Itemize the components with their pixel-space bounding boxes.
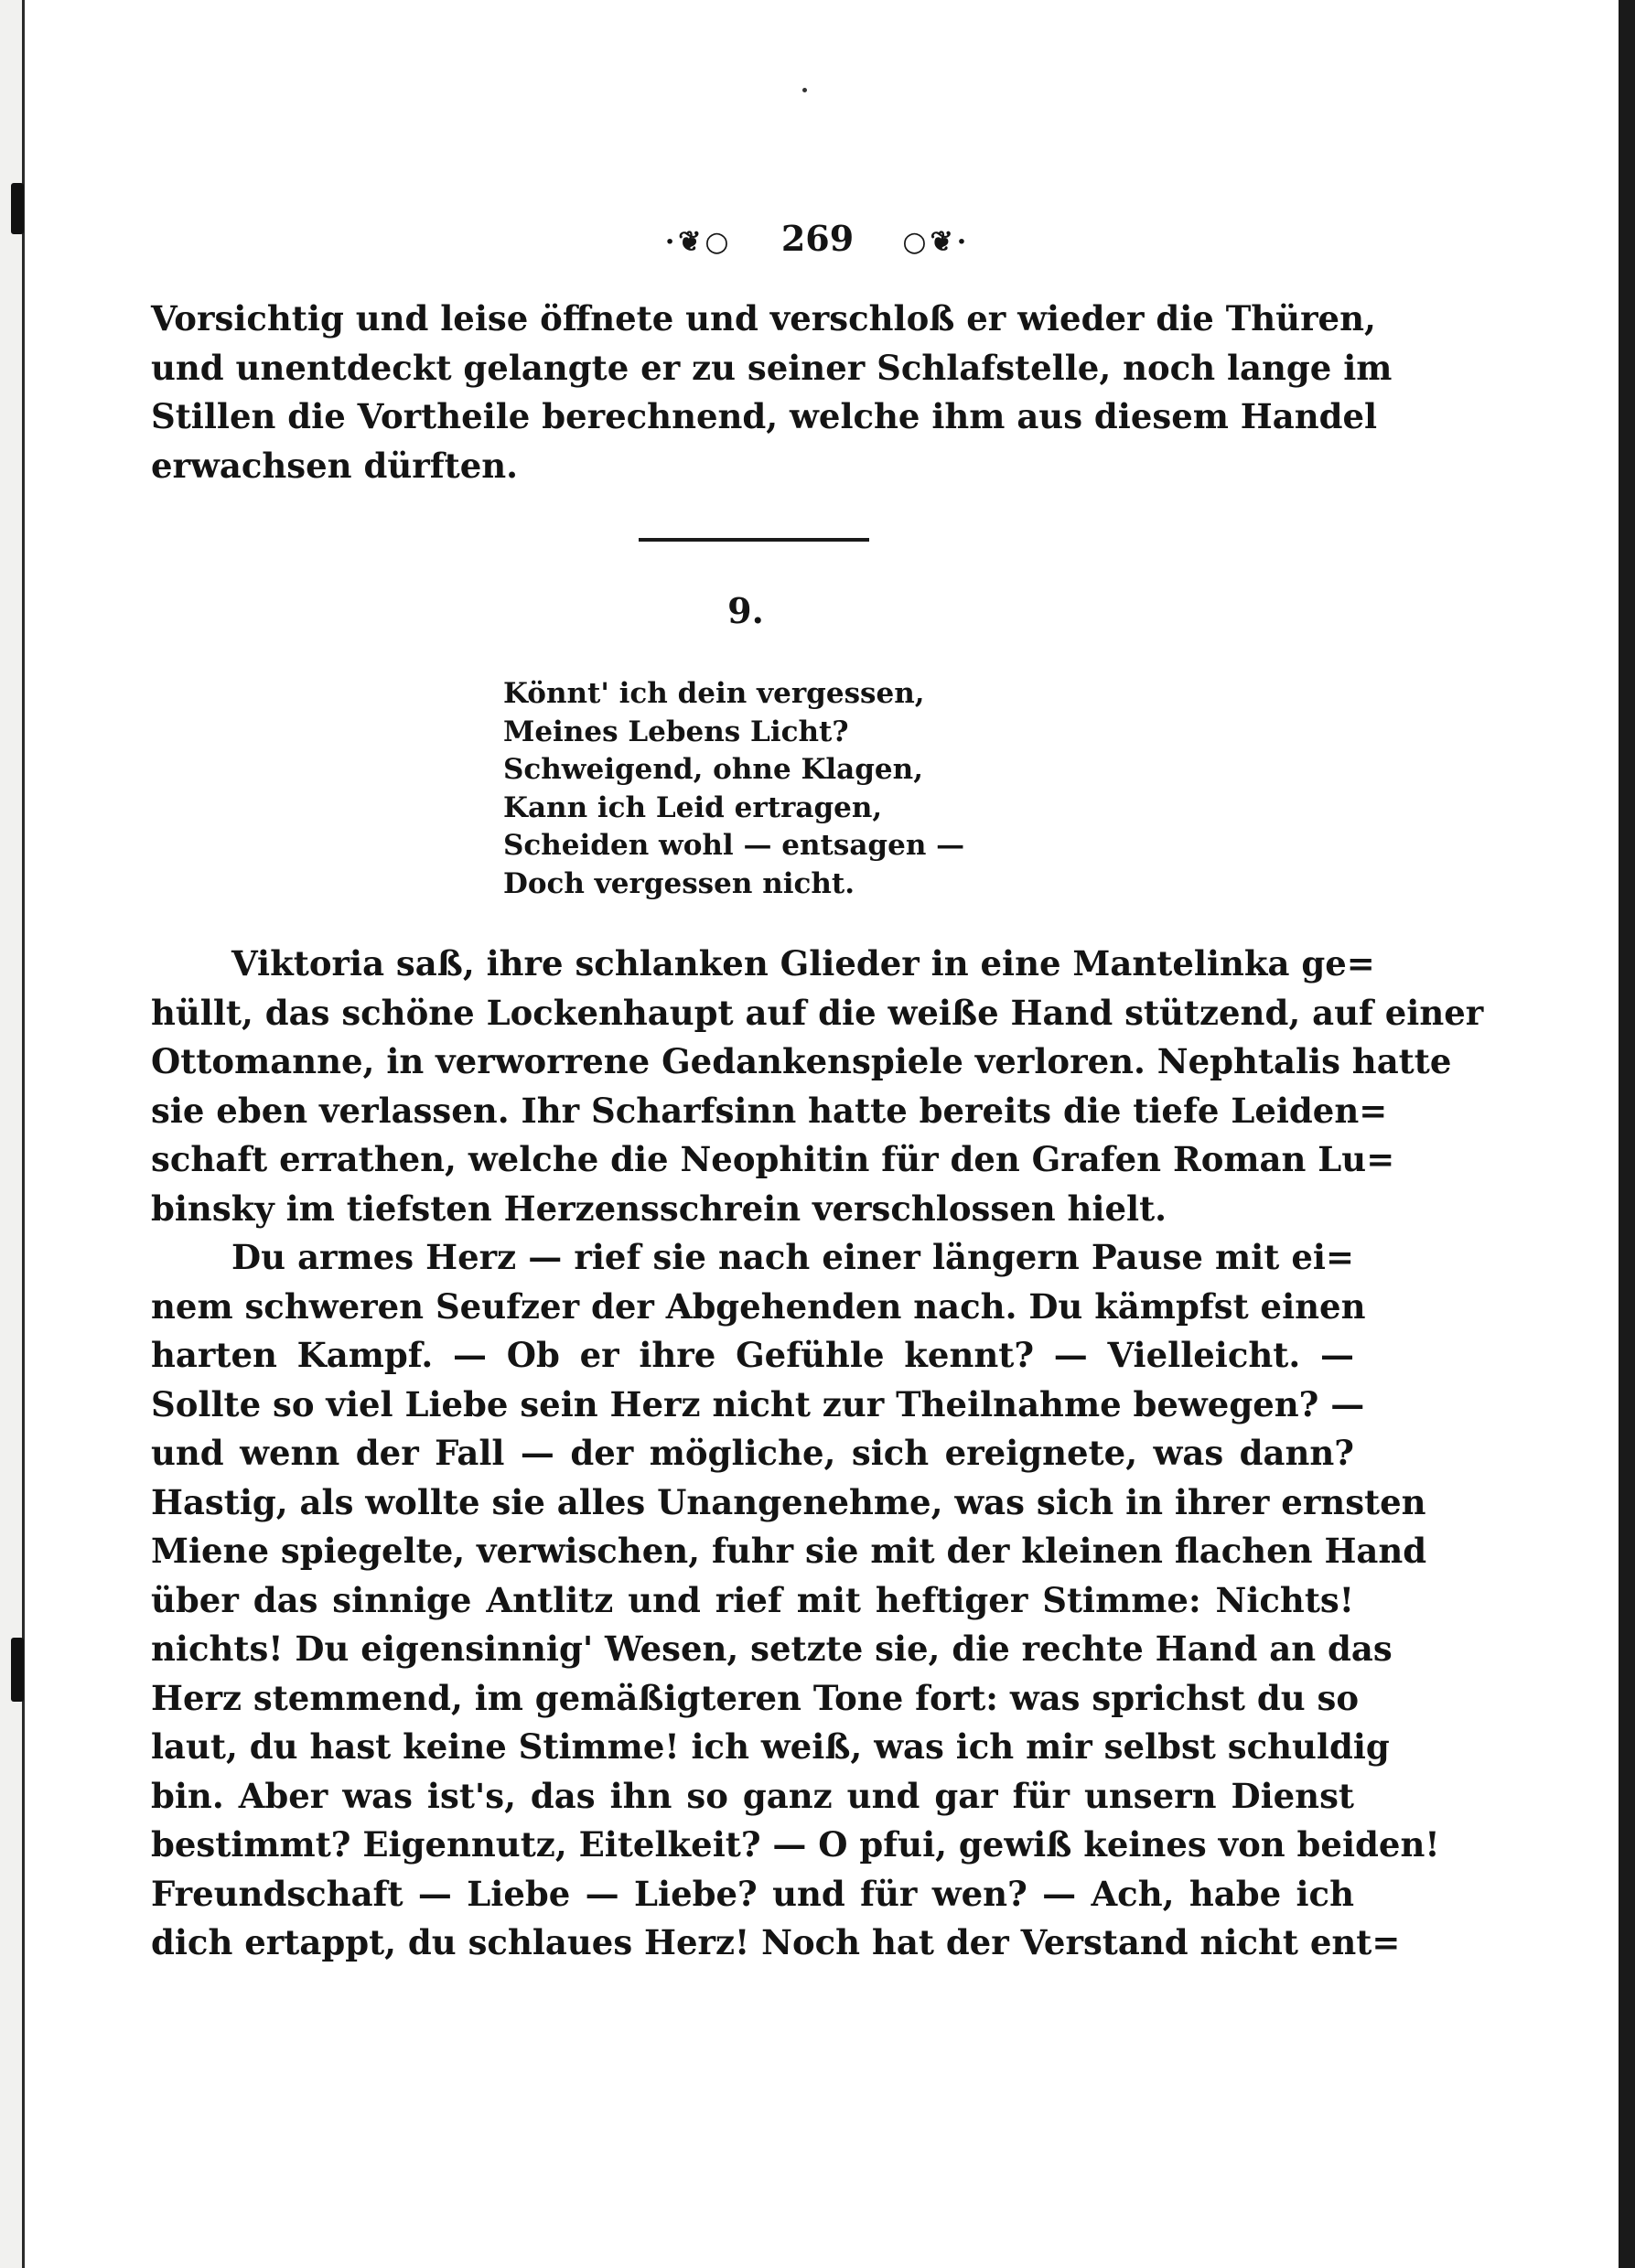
text-line: binsky im tiefsten Herzensschrein verschlossen hielt. (151, 1188, 1167, 1229)
binding-mark (11, 1638, 24, 1702)
text-line: Viktoria saß, ihre schlanken Glieder in eine Mantelinka ge= (231, 943, 1375, 984)
text-line: Du armes Herz — rief sie nach einer längern Pause mit ei= (231, 1237, 1354, 1277)
text-line: laut, du hast keine Stimme! ich weiß, was ich mir selbst schuldig (151, 1726, 1390, 1767)
ornament-left: ·❦○ (664, 226, 733, 258)
text-line: hüllt, das schöne Lockenhaupt auf die weiße Hand stützend, auf einer (151, 992, 1484, 1033)
text-line: harten Kampf. — Ob er ihre Gefühle kennt? — Vielleicht. — (151, 1335, 1354, 1375)
paragraph-2 (151, 1233, 1440, 1968)
poem-line: Meines Lebens Licht? (503, 715, 849, 748)
text-line: und wenn der Fall — der mögliche, sich ereignete, was dann? (151, 1433, 1354, 1473)
text-line: und unentdeckt gelangte er zu seiner Schlafstelle, noch lange im (151, 347, 1393, 388)
speck (802, 88, 807, 92)
poem-line: Scheiden wohl — entsagen — (503, 829, 965, 862)
epigraph-poem (503, 675, 964, 903)
text-line: dich ertappt, du schlaues Herz! Noch hat der Verstand nicht ent= (151, 1922, 1401, 1962)
text-line: Miene spiegelte, verwischen, fuhr sie mit der kleinen flachen Hand (151, 1531, 1427, 1571)
poem-line: Kann ich Leid ertragen, (503, 790, 883, 824)
page-header (0, 218, 1635, 259)
text-line: bin. Aber was ist's, das ihn so ganz und gar für unsern Dienst (151, 1775, 1354, 1816)
section-divider (639, 538, 869, 542)
chapter-number: 9. (727, 590, 764, 631)
text-line: bestimmt? Eigennutz, Eitelkeit? — O pfui, gewiß keines von beiden! (151, 1824, 1440, 1865)
scan-border (1619, 0, 1635, 2268)
paragraph-1 (151, 940, 1484, 1233)
poem-line: Schweigend, ohne Klagen, (503, 753, 923, 786)
text-line: Stillen die Vortheile berechnend, welche ihm aus diesem Handel (151, 396, 1378, 436)
text-line: Herz stemmend, im gemäßigteren Tone fort: was sprichst du so (151, 1677, 1360, 1718)
text-line: Vorsichtig und leise öffnete und verschloß er wieder die Thüren, (151, 298, 1376, 339)
poem-line: Könnt' ich dein vergessen, (503, 677, 925, 710)
page-number: 269 (780, 218, 855, 259)
text-line: Ottomanne, in verworrene Gedankenspiele verloren. Nephtalis hatte (151, 1041, 1452, 1081)
left-page-edge (0, 0, 25, 2268)
text-line: nichts! Du eigensinnig' Wesen, setzte sie, die rechte Hand an das (151, 1628, 1393, 1669)
opening-paragraph (151, 295, 1393, 490)
text-line: Hastig, als wollte sie alles Unangenehme, was sich in ihrer ernsten (151, 1481, 1426, 1522)
text-line: sie eben verlassen. Ihr Scharfsinn hatte bereits die tiefe Leiden= (151, 1090, 1388, 1131)
text-line: schaft errathen, welche die Neophitin für den Grafen Roman Lu= (151, 1139, 1395, 1179)
text-line: nem schweren Seufzer der Abgehenden nach. Du kämpfst einen (151, 1285, 1366, 1327)
text-line: über das sinnige Antlitz und rief mit heftiger Stimme: Nichts! (151, 1579, 1354, 1620)
text-line: Sollte so viel Liebe sein Herz nicht zur Theilnahme bewegen? — (151, 1383, 1365, 1424)
poem-line: Doch vergessen nicht. (503, 866, 855, 900)
text-line: Freundschaft — Liebe — Liebe? und für wen? — Ach, habe ich (151, 1873, 1354, 1914)
text-line: erwachsen dürften. (151, 445, 519, 486)
ornament-right: ○❦· (902, 226, 971, 258)
